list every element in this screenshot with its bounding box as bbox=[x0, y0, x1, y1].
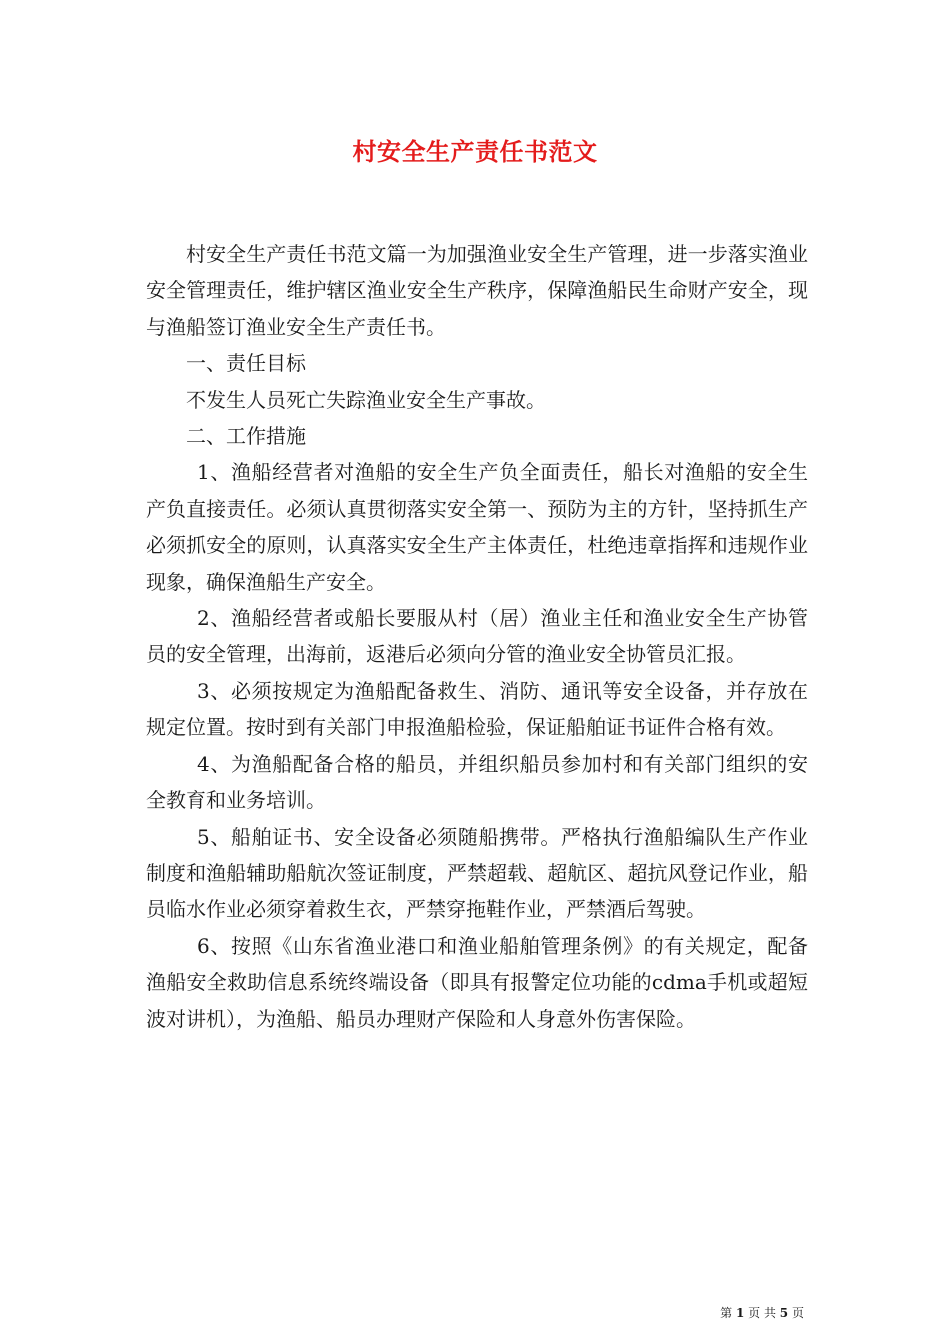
section-heading-goal: 一、责任目标 bbox=[186, 351, 306, 376]
measure-item-4: 4、为渔船配备合格的船员，并组织船员参加村和有关部门组织的安全教育和业务培训。 bbox=[146, 751, 808, 813]
intro-paragraph: 村安全生产责任书范文篇一为加强渔业安全生产管理，进一步落实渔业安全管理责任，维护辖区渔业安全生产秩序，保障渔船民生命财产安全，现与渔船签订渔业安全生产责任书。 bbox=[146, 242, 808, 339]
measure-item-3: 3、必须按规定为渔船配备救生、消防、通讯等安全设备，并存放在规定位置。按时到有关部门申报渔船检验，保证船舶证书证件合格有效。 bbox=[146, 678, 808, 740]
measure-item-6: 6、按照《山东省渔业港口和渔业船舶管理条例》的有关规定，配备渔船安全救助信息系统终端设备（即具有报警定位功能的cdma手机或超短波对讲机），为渔船、船员办理财产保险和人身意外伤害保险。 bbox=[146, 933, 808, 1031]
footer-suffix: 页 bbox=[791, 1306, 804, 1320]
footer-total-pages: 5 bbox=[779, 1306, 789, 1320]
measure-item-2: 2、渔船经营者或船长要服从村（居）渔业主任和渔业安全生产协管员的安全管理，出海前，返港后必须向分管的渔业安全协管员汇报。 bbox=[146, 606, 808, 667]
document-title: 村安全生产责任书范文 bbox=[352, 137, 598, 166]
goal-paragraph: 不发生人员死亡失踪渔业安全生产事故。 bbox=[186, 387, 546, 412]
footer-current-page: 1 bbox=[735, 1306, 745, 1320]
measure-item-1: 1、渔船经营者对渔船的安全生产负全面责任，船长对渔船的安全生产负直接责任。必须认真贯彻落实安全第一、预防为主的方针，坚持抓生产必须抓安全的原则，认真落实安全生产主体责任，杜绝违章指挥和违规作业现象，确保渔船生产安全。 bbox=[146, 460, 808, 594]
footer-prefix: 第 bbox=[720, 1306, 733, 1320]
measure-item-5: 5、船舶证书、安全设备必须随船携带。严格执行渔船编队生产作业制度和渔船辅助船航次签证制度，严禁超载、超航区、超抗风登记作业，船员临水作业必须穿着救生衣，严禁穿拖鞋作业，严禁酒后驾驶。 bbox=[146, 824, 808, 922]
footer-middle: 页 共 bbox=[748, 1306, 776, 1320]
document-body bbox=[146, 236, 808, 1037]
page-number-footer bbox=[720, 1304, 804, 1321]
section-heading-measures: 二、工作措施 bbox=[186, 424, 306, 449]
